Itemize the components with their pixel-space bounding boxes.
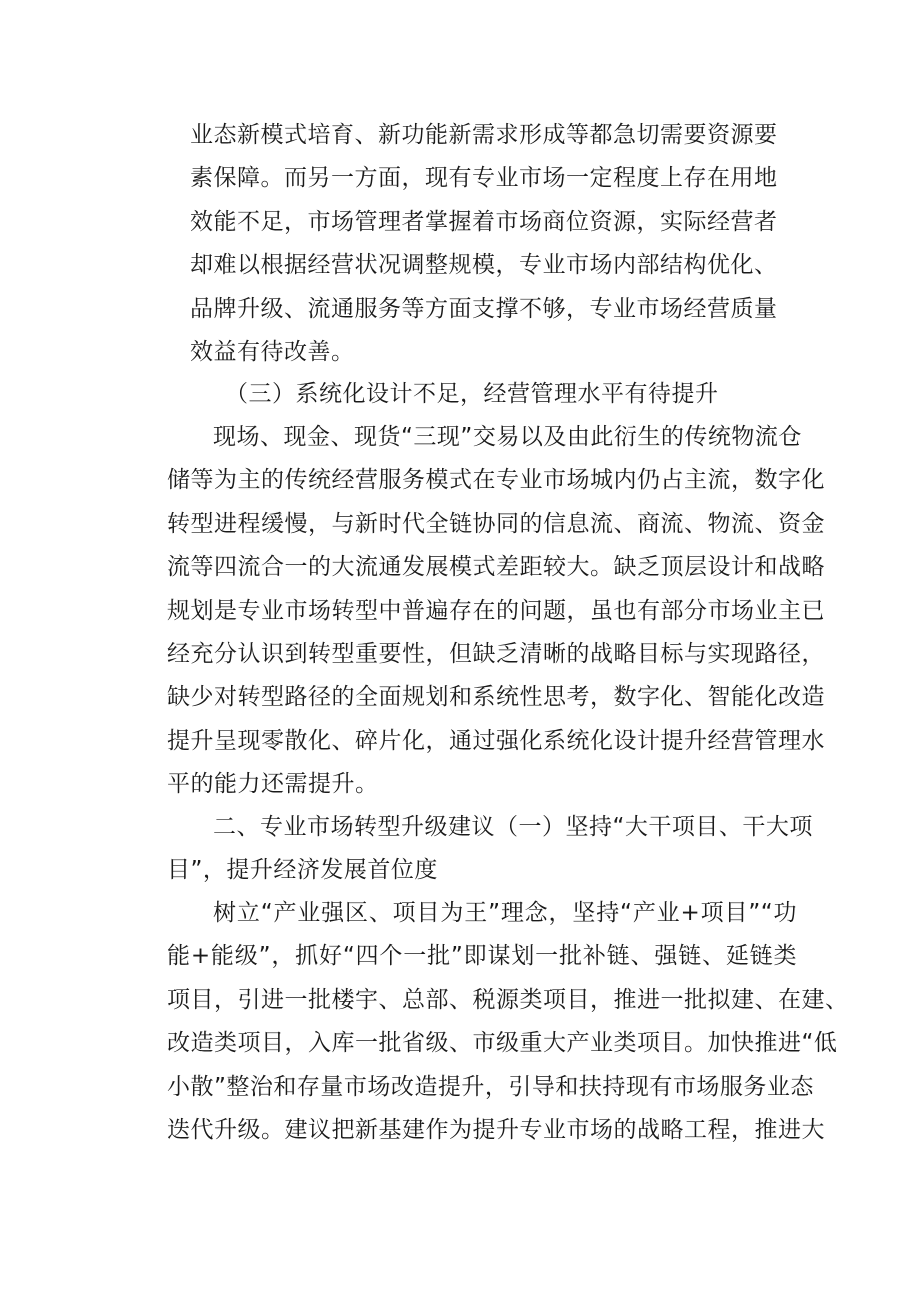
text-line: 树立“产业强区、项目为王”理念，坚持“产业+项目”“功 xyxy=(213,900,797,926)
text-line: 转型进程缓慢，与新时代全链协同的信息流、商流、物流、资金 xyxy=(167,510,825,537)
paragraph-systematic-design xyxy=(167,416,825,807)
text-line: 素保障。而另一方面，现有专业市场一定程度上存在用地 xyxy=(190,165,778,192)
text-line: 平的能力还需提升。 xyxy=(167,771,379,798)
text-line: 现场、现金、现货“三现”交易以及由此衍生的传统物流仓 xyxy=(213,424,802,450)
text-line: 业态新模式培育、新功能新需求形成等都急切需要资源要 xyxy=(190,122,778,148)
section-heading-text: 目”，提升经济发展首位度 xyxy=(167,857,438,884)
text-line: 效益有待改善。 xyxy=(190,338,355,365)
text-line: 缺少对转型路径的全面规划和系统性思考，数字化、智能化改造 xyxy=(167,684,825,711)
text-line: 效能不足，市场管理者掌握着市场商位资源，实际经营者 xyxy=(190,208,778,235)
text-line: 项目，引进一批楼宇、总部、税源类项目，推进一批拟建、在建、 xyxy=(167,986,849,1013)
text-line: 小散”整治和存量市场改造提升，引导和扶持现有市场服务业态 xyxy=(167,1073,814,1100)
text-line: 却难以根据经营状况调整规模，专业市场内部结构优化、 xyxy=(190,252,778,279)
text-line: 规划是专业市场转型中普遍存在的问题，虽也有部分市场业主已 xyxy=(167,597,825,624)
text-line: 流等四流合一的大流通发展模式差距较大。缺乏顶层设计和战略 xyxy=(167,554,825,581)
section-heading-text: 二、专业市场转型升级建议（一）坚持“大干项目、干大项 xyxy=(213,814,813,840)
text-line: 经充分认识到转型重要性，但缺乏清晰的战略目标与实现路径， xyxy=(167,640,825,667)
section-heading-3 xyxy=(167,373,797,416)
text-line: 迭代升级。建议把新基建作为提升专业市场的战略工程，推进大 xyxy=(167,1116,825,1143)
paragraph-resource-guarantee xyxy=(190,114,778,374)
text-line: 提升呈现零散化、碎片化，通过强化系统化设计提升经营管理水 xyxy=(167,727,825,754)
text-line: 品牌升级、流通服务等方面支撑不够，专业市场经营质量 xyxy=(190,295,778,322)
text-line: 能+能级”，抓好“四个一批”即谋划一批补链、强链、延链类 xyxy=(167,943,797,970)
section-heading-2 xyxy=(167,806,813,893)
section-heading-text: （三）系统化设计不足，经营管理水平有待提升 xyxy=(225,381,719,407)
paragraph-project-construction xyxy=(167,892,849,1152)
text-line: 储等为主的传统经营服务模式在专业市场城内仍占主流，数字化 xyxy=(167,467,825,494)
text-line: 改造类项目，入库一批省级、市级重大产业类项目。加快推进“低 xyxy=(167,1030,838,1057)
